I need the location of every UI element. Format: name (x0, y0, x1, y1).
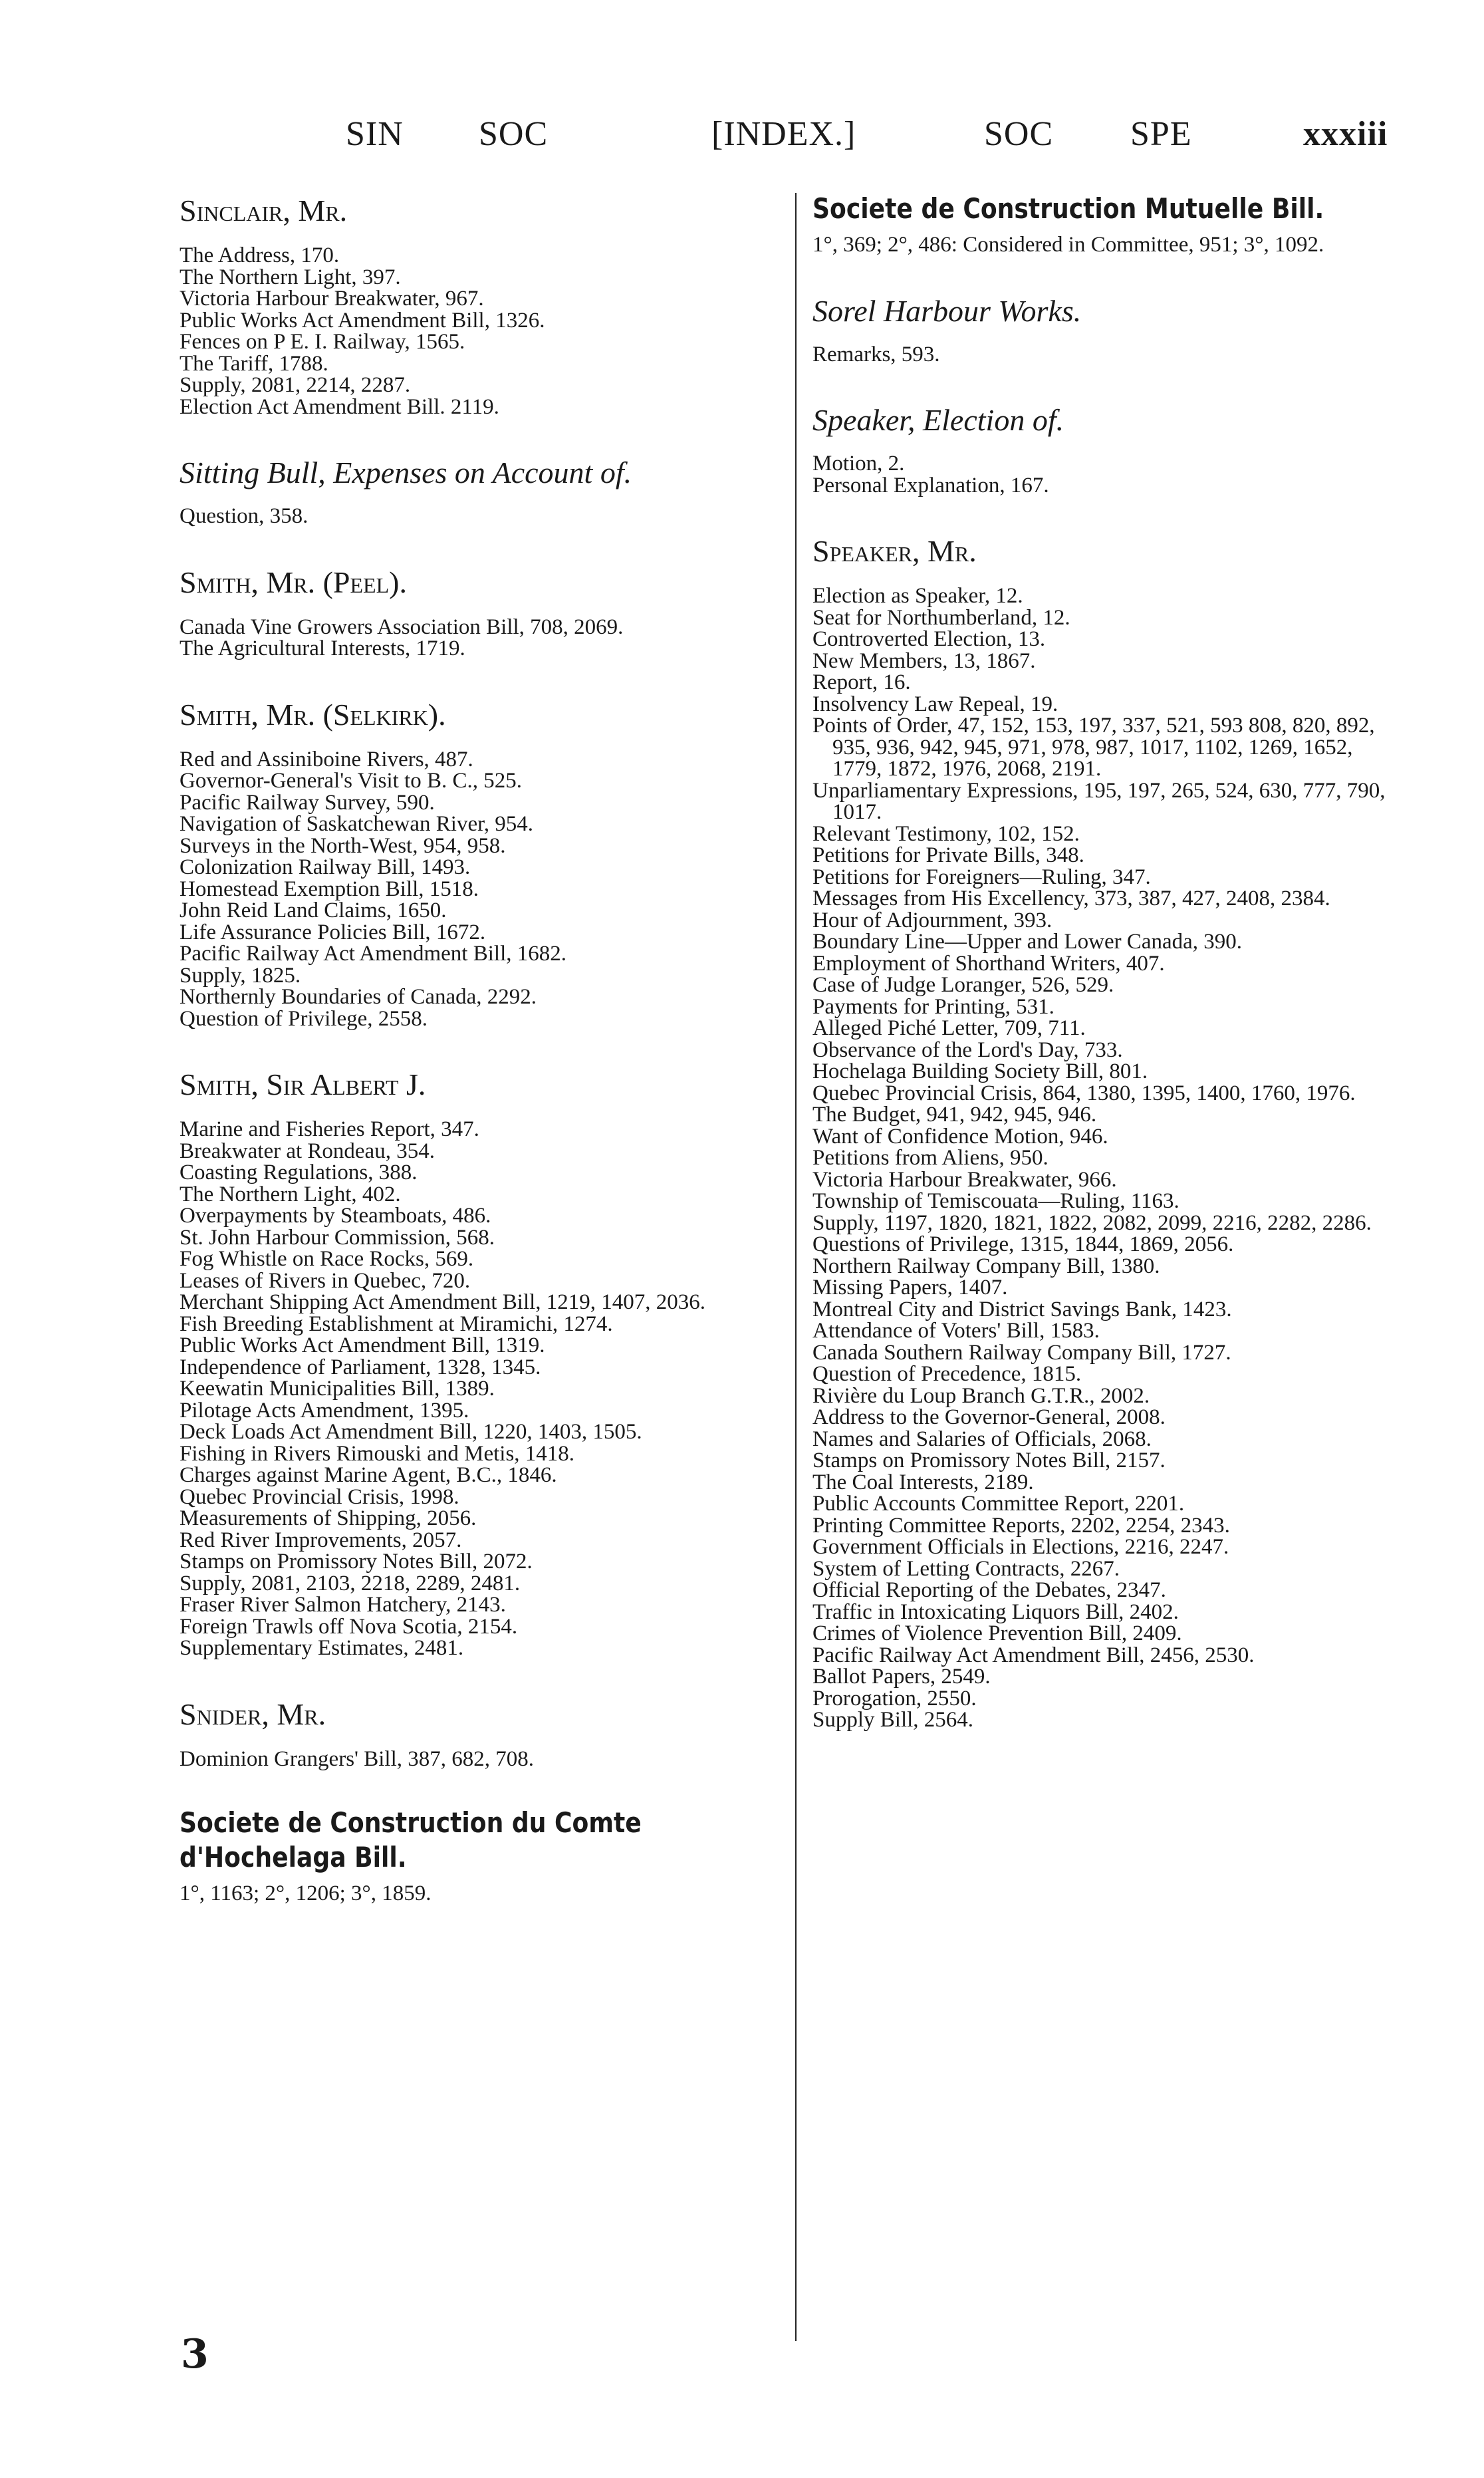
entry-items (180, 1883, 781, 1905)
entry-items (812, 234, 1398, 256)
entry-item: Unparliamentary Expressions, 195, 197, 265, 524, 630, 777, 790, 1017. (812, 778, 1386, 824)
entry-item: Fraser River Salmon Hatchery, 2143. (180, 1593, 506, 1617)
entry-item: Petitions for Private Bills, 348. (812, 843, 1084, 867)
entry-item: The Budget, 941, 942, 945, 946. (812, 1103, 1097, 1127)
entry-heading: Smith, Mr. (Peel). (180, 565, 407, 599)
header-range-end-left: SOC (479, 115, 549, 153)
page-header (346, 114, 1413, 161)
entry-item: Township of Temiscouata—Ruling, 1163. (812, 1189, 1179, 1213)
entry-item: Stamps on Promissory Notes Bill, 2157. (812, 1448, 1166, 1472)
entry-item: Question of Privilege, 2558. (180, 1006, 428, 1031)
entry-item: Missing Papers, 1407. (812, 1276, 1008, 1300)
index-entry (180, 563, 781, 660)
entry-gap (812, 256, 1398, 292)
entry-item: Coasting Regulations, 388. (180, 1161, 418, 1184)
entry-items (180, 1748, 781, 1770)
entry-item: Election as Speaker, 12. (812, 584, 1023, 608)
entry-heading: Societe de Construction Mutuelle Bill. (812, 192, 1324, 225)
entry-item: Public Works Act Amendment Bill, 1326. (180, 308, 545, 333)
entry-item: Public Accounts Committee Report, 2201. (812, 1492, 1185, 1516)
entry-items (180, 617, 781, 660)
entry-heading: Sorel Harbour Works. (812, 293, 1082, 328)
entry-item: Northern Railway Company Bill, 1380. (812, 1254, 1160, 1278)
index-entry (180, 696, 781, 1030)
entry-item: Life Assurance Policies Bill, 1672. (180, 920, 486, 944)
page-number: xxxiii (1303, 115, 1388, 153)
index-entry (812, 532, 1398, 1731)
index-entry (812, 192, 1398, 256)
entry-item: Supply, 1197, 1820, 1821, 1822, 2082, 2099, 2216, 2282, 2286. (812, 1210, 1372, 1235)
entry-item: Supply, 1825. (180, 963, 301, 988)
entry-item: Supply, 2081, 2103, 2218, 2289, 2481. (180, 1571, 521, 1595)
entry-item: Overpayments by Steamboats, 486. (180, 1204, 491, 1228)
entry-item: Homestead Exemption Bill, 1518. (180, 877, 479, 901)
entry-heading: Smith, Mr. (Selkirk). (180, 697, 446, 732)
entry-item: Foreign Trawls off Nova Scotia, 2154. (180, 1614, 518, 1639)
entry-item: Victoria Harbour Breakwater, 966. (812, 1167, 1117, 1192)
entry-item: Ballot Papers, 2549. (812, 1665, 991, 1689)
entry-item: Alleged Piché Letter, 709, 711. (812, 1016, 1086, 1040)
index-entry (180, 454, 781, 527)
entry-item: Question of Precedence, 1815. (812, 1362, 1082, 1386)
entry-item: Merchant Shipping Act Amendment Bill, 1219, 1407, 2036. (180, 1290, 706, 1314)
entry-item: Traffic in Intoxicating Liquors Bill, 2402. (812, 1599, 1179, 1624)
entry-item: 1°, 369; 2°, 486: Considered in Committee, 951; 3°, 1092. (812, 233, 1324, 257)
entry-item: Questions of Privilege, 1315, 1844, 1869, 2056. (812, 1232, 1234, 1256)
index-entry (180, 1065, 781, 1659)
entry-item: Payments for Printing, 531. (812, 994, 1054, 1019)
entry-items (180, 245, 781, 418)
entry-item: The Northern Light, 397. (180, 265, 401, 289)
index-entry (180, 1806, 781, 1905)
entry-heading: Speaker, Election of. (812, 403, 1064, 437)
entry-heading: Smith, Sir Albert J. (180, 1067, 426, 1101)
entry-item: Pacific Railway Act Amendment Bill, 2456, 2530. (812, 1643, 1255, 1667)
entry-item: Fences on P E. I. Railway, 1565. (180, 330, 465, 354)
index-entry (180, 1695, 781, 1770)
entry-item: Measurements of Shipping, 2056. (180, 1506, 477, 1530)
entry-item: Red and Assiniboine Rivers, 487. (180, 747, 473, 771)
entry-item: Deck Loads Act Amendment Bill, 1220, 1403, 1505. (180, 1420, 642, 1444)
entry-item: Election Act Amendment Bill. 2119. (180, 394, 499, 419)
column-divider (795, 193, 797, 2341)
entry-item: Messages from His Excellency, 373, 387, 427, 2408, 2384. (812, 887, 1330, 910)
entry-item: Independence of Parliament, 1328, 1345. (180, 1355, 541, 1379)
entry-item: Boundary Line—Upper and Lower Canada, 390. (812, 930, 1243, 954)
entry-items (812, 585, 1398, 1731)
entry-item: Fish Breeding Establishment at Miramichi, 1274. (180, 1311, 613, 1336)
entry-gap (812, 365, 1398, 401)
entry-heading: Sinclair, Mr. (180, 194, 348, 227)
right-column (812, 192, 1398, 1731)
header-range-start-right: SOC (984, 115, 1054, 153)
entry-gap (180, 1770, 781, 1806)
left-column (180, 192, 781, 1905)
entry-heading: Sitting Bull, Expenses on Account of. (180, 456, 632, 489)
entry-item: Leases of Rivers in Quebec, 720. (180, 1268, 471, 1293)
entry-item: Navigation of Saskatchewan River, 954. (180, 812, 534, 836)
entry-item: Government Officials in Elections, 2216, 2247. (812, 1535, 1229, 1559)
entry-item: Pacific Railway Act Amendment Bill, 1682. (180, 942, 566, 966)
entry-item: Charges against Marine Agent, B.C., 1846. (180, 1463, 557, 1487)
entry-item: Colonization Railway Bill, 1493. (180, 855, 471, 879)
entry-item: Remarks, 593. (812, 342, 940, 366)
entry-item: The Northern Light, 402. (180, 1182, 401, 1206)
entry-item: Supplementary Estimates, 2481. (180, 1636, 464, 1660)
entry-items (180, 505, 781, 527)
entry-gap (180, 660, 781, 696)
entry-item: John Reid Land Claims, 1650. (180, 898, 447, 922)
entry-item: Surveys in the North-West, 954, 958. (180, 833, 506, 858)
index-entry (812, 292, 1398, 366)
entry-item: Insolvency Law Repeal, 19. (812, 692, 1058, 716)
entry-items (812, 344, 1398, 366)
entry-item: Quebec Provincial Crisis, 864, 1380, 1395, 1400, 1760, 1976. (812, 1081, 1356, 1105)
entry-heading: Societe de Construction du Comte d'Hochelaga Bill. (180, 1806, 642, 1873)
entry-item: Fishing in Rivers Rimouski and Metis, 1418. (180, 1441, 575, 1466)
entry-gap (180, 1030, 781, 1065)
entry-item: Governor-General's Visit to B. C., 525. (180, 769, 523, 793)
entry-item: Petitions for Foreigners—Ruling, 347. (812, 865, 1151, 889)
entry-heading: Speaker, Mr. (812, 534, 977, 568)
entry-item: Petitions from Aliens, 950. (812, 1146, 1049, 1170)
entry-item: Dominion Grangers' Bill, 387, 682, 708. (180, 1746, 534, 1771)
entry-item: Prorogation, 2550. (812, 1686, 977, 1711)
entry-item: Supply, 2081, 2214, 2287. (180, 373, 411, 397)
entry-item: Want of Confidence Motion, 946. (812, 1124, 1108, 1149)
entry-item: Case of Judge Loranger, 526, 529. (812, 973, 1114, 997)
entry-gap (180, 527, 781, 563)
entry-gap (812, 496, 1398, 532)
entry-item: St. John Harbour Commission, 568. (180, 1225, 495, 1250)
entry-item: 1°, 1163; 2°, 1206; 3°, 1859. (180, 1881, 432, 1905)
entry-item: Pilotage Acts Amendment, 1395. (180, 1398, 469, 1423)
entry-gap (180, 418, 781, 454)
entry-item: Crimes of Violence Prevention Bill, 2409. (812, 1621, 1182, 1645)
entry-item: Montreal City and District Savings Bank, 1423. (812, 1297, 1232, 1321)
entry-item: Personal Explanation, 167. (812, 473, 1049, 497)
entry-item: System of Letting Contracts, 2267. (812, 1556, 1120, 1581)
entry-item: Canada Vine Growers Association Bill, 708, 2069. (180, 615, 624, 639)
entry-item: Red River Improvements, 2057. (180, 1528, 462, 1552)
entry-items (180, 1119, 781, 1659)
entry-gap (180, 1659, 781, 1695)
entry-item: Marine and Fisheries Report, 347. (180, 1117, 479, 1141)
entry-item: Hour of Adjournment, 393. (812, 908, 1052, 932)
entry-item: Address to the Governor-General, 2008. (812, 1405, 1166, 1429)
entry-item: Canada Southern Railway Company Bill, 1727. (812, 1340, 1231, 1365)
entry-item: Public Works Act Amendment Bill, 1319. (180, 1333, 545, 1357)
entry-item: New Members, 13, 1867. (812, 648, 1036, 673)
entry-item: Controverted Election, 13. (812, 627, 1046, 651)
entry-item: Attendance of Voters' Bill, 1583. (812, 1319, 1100, 1343)
entry-heading: Snider, Mr. (180, 1697, 326, 1731)
entry-item: The Agricultural Interests, 1719. (180, 636, 465, 660)
entry-item: Victoria Harbour Breakwater, 967. (180, 287, 484, 311)
entry-item: Relevant Testimony, 102, 152. (812, 821, 1080, 846)
entry-item: Motion, 2. (812, 452, 905, 476)
entry-items (180, 749, 781, 1030)
entry-item: The Coal Interests, 2189. (812, 1470, 1034, 1494)
entry-items (812, 453, 1398, 496)
entry-item: Northernly Boundaries of Canada, 2292. (180, 985, 537, 1009)
index-entry (180, 192, 781, 418)
entry-item: Report, 16. (812, 670, 911, 694)
entry-item: Rivière du Loup Branch G.T.R., 2002. (812, 1383, 1150, 1408)
entry-item: Names and Salaries of Officials, 2068. (812, 1427, 1152, 1451)
entry-item: Seat for Northumberland, 12. (812, 605, 1070, 630)
entry-item: Pacific Railway Survey, 590. (180, 790, 435, 815)
header-range-end-right: SPE (1130, 115, 1192, 153)
entry-item: Employment of Shorthand Writers, 407. (812, 951, 1165, 976)
entry-item: Fog Whistle on Race Rocks, 569. (180, 1247, 474, 1271)
entry-item: Hochelaga Building Society Bill, 801. (812, 1059, 1148, 1083)
entry-item: Question, 358. (180, 504, 309, 528)
entry-item: The Tariff, 1788. (180, 351, 328, 376)
entry-item: Official Reporting of the Debates, 2347. (812, 1578, 1166, 1602)
entry-item: The Address, 170. (180, 243, 340, 267)
entry-item: Supply Bill, 2564. (812, 1708, 974, 1732)
entry-item: Quebec Provincial Crisis, 1998. (180, 1484, 459, 1509)
index-entry (812, 401, 1398, 496)
entry-item: Printing Committee Reports, 2202, 2254, 2343. (812, 1513, 1230, 1538)
header-range-start-left: SIN (346, 115, 404, 153)
entry-item: Keewatin Municipalities Bill, 1389. (180, 1377, 495, 1401)
entry-item: Breakwater at Rondeau, 354. (180, 1139, 435, 1163)
entry-item: Stamps on Promissory Notes Bill, 2072. (180, 1550, 533, 1574)
signature-mark: 3 (181, 2331, 209, 2378)
entry-item: Observance of the Lord's Day, 733. (812, 1037, 1123, 1062)
header-index-label: [INDEX.] (711, 115, 856, 153)
entry-item: Points of Order, 47, 152, 153, 197, 337, 521, 593 808, 820, 892, 935, 936, 942, 945, 971, 978, 987, 1017, 1102, 1269, 1652, 1779, 1872, 1976, 2068, 2191. (812, 714, 1375, 781)
